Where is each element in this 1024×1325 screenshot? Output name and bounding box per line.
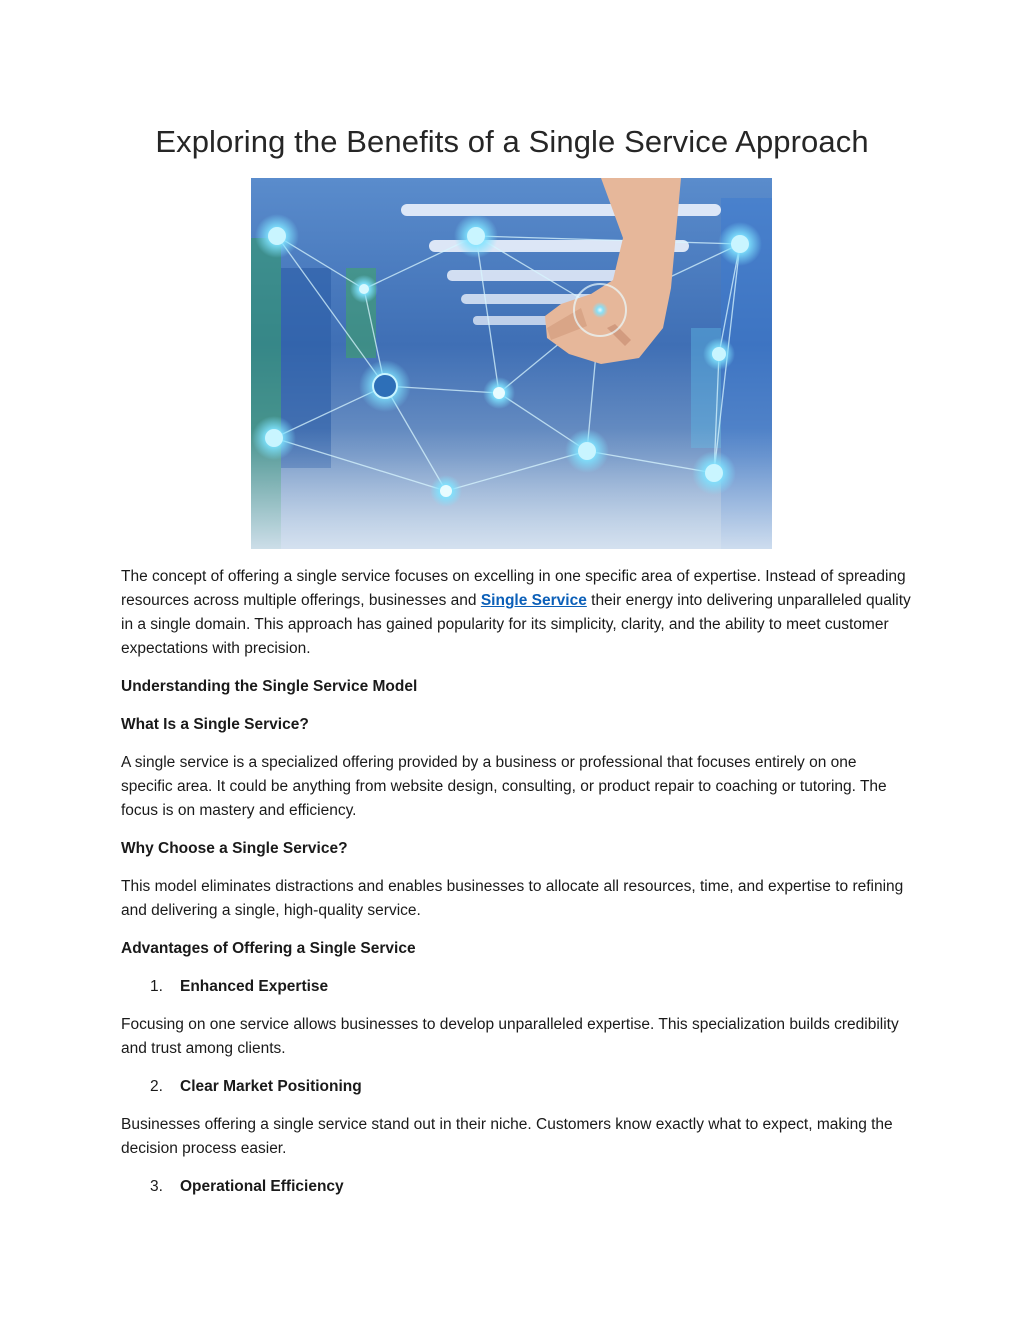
network-illustration	[251, 178, 772, 549]
advantages-heading: Advantages of Offering a Single Service	[121, 940, 416, 957]
what-paragraph: A single service is a specialized offering provided by a business or professional that focuses entirely on one specific area. It could be anything from website design, consulting, or product repair to coaching or tutoring. The focus is on mastery and efficiency.	[121, 754, 887, 819]
why-heading: Why Choose a Single Service?	[121, 840, 348, 857]
list-paragraph: Businesses offering a single service stand out in their niche. Customers know exactly what to expect, making the decision process easier.	[121, 1116, 893, 1157]
list-paragraph: Focusing on one service allows businesses to develop unparalleled expertise. This specialization builds credibility and trust among clients.	[121, 1016, 899, 1057]
what-heading: What Is a Single Service?	[121, 716, 309, 733]
section-heading: Understanding the Single Service Model	[121, 678, 418, 695]
list-number: 2.	[150, 1078, 163, 1095]
list-label: Clear Market Positioning	[180, 1078, 362, 1095]
intro-paragraph: The concept of offering a single service focuses on excelling in one specific area of expertise. Instead of spreading resources across multiple offerings, businesses and Single Service their energy into delivering unparalleled quality in a single domain. This approach has gained popularity for its simplicity, clarity, and the ability to meet customer expectations with precision.	[121, 568, 911, 657]
list-number: 3.	[150, 1178, 163, 1195]
page-title: Exploring the Benefits of a Single Service Approach	[155, 124, 869, 159]
list-item	[121, 1175, 911, 1199]
why-paragraph: This model eliminates distractions and enables businesses to allocate all resources, time, and expertise to refining and delivering a single, high-quality service.	[121, 878, 904, 919]
list-label: Operational Efficiency	[180, 1178, 344, 1195]
single-service-link[interactable]: Single Service	[480, 592, 587, 609]
hero-image	[251, 178, 772, 549]
list-label: Enhanced Expertise	[180, 978, 329, 995]
list-item	[121, 975, 911, 999]
list-item	[121, 1075, 911, 1099]
article-body	[121, 565, 911, 1213]
list-number: 1.	[150, 978, 163, 995]
